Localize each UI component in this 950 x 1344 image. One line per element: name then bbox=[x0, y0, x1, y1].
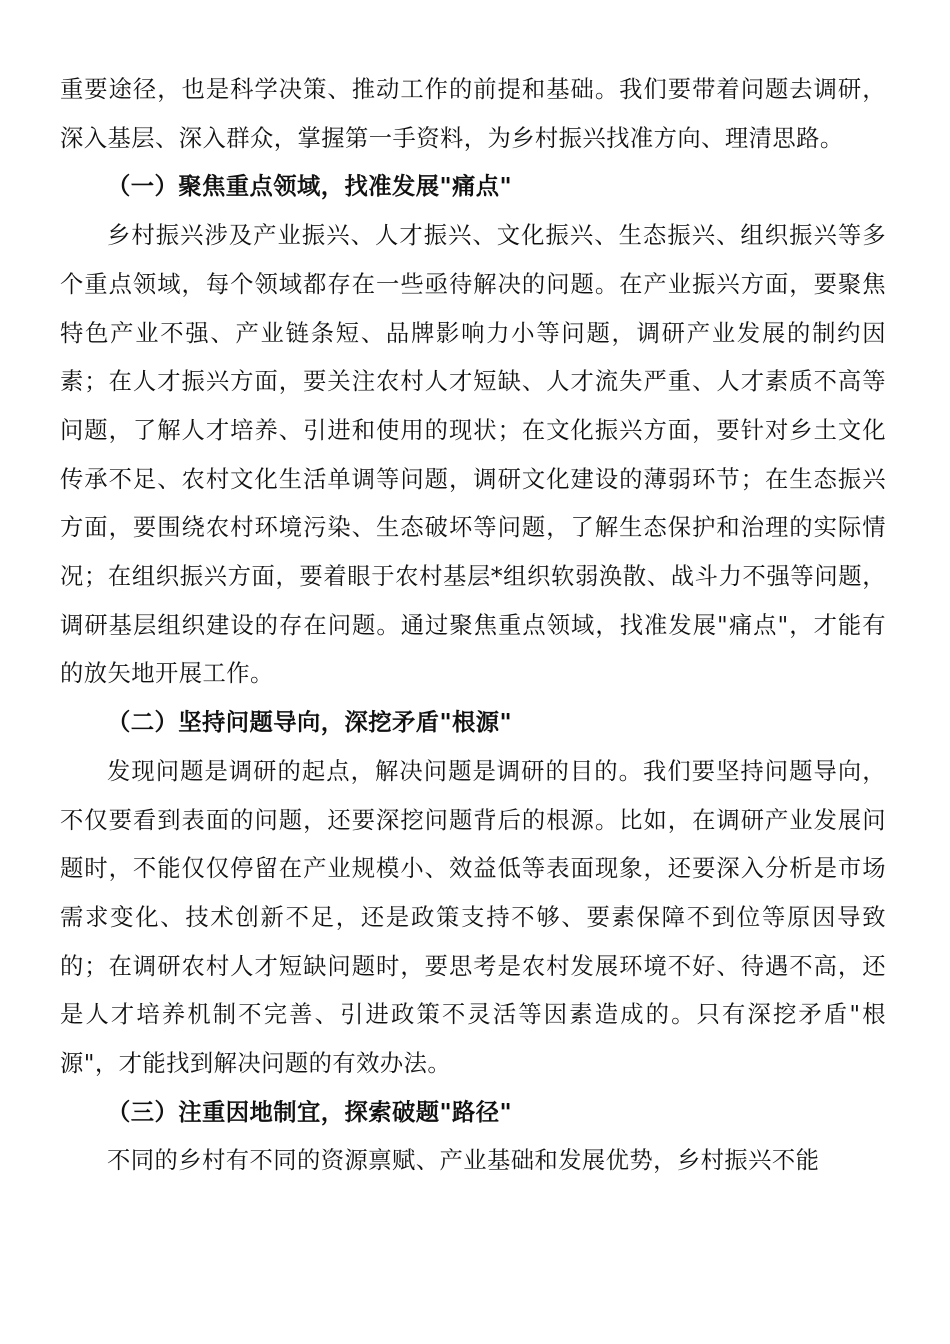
section-heading-2: （二）坚持问题导向，深挖矛盾"根源" bbox=[107, 709, 513, 737]
section-heading-1: （一）聚焦重点领域，找准发展"痛点" bbox=[107, 173, 513, 201]
document-page bbox=[60, 66, 886, 1186]
paragraph-3: 不同的乡村有不同的资源禀赋、产业基础和发展优势，乡村振兴不能 bbox=[107, 1147, 820, 1175]
paragraph-2: 发现问题是调研的起点，解决问题是调研的目的。我们要坚持问题导向，不仅要看到表面的问题，还要深挖问题背后的根源。比如，在调研产业发展问题时，不能仅仅停留在产业规模小、效益低等表面现象，还要深入分析是市场需求变化、技术创新不足，还是政策支持不够、要素保障不到位等原因导致的；在调研农村人才短缺问题时，要思考是农村发展环境不好、待遇不高，还是人才培养机制不完善、引进政策不灵活等因素造成的。只有深挖矛盾"根源"，才能找到解决问题的有效办法。 bbox=[60, 757, 886, 1078]
paragraph-1: 乡村振兴涉及产业振兴、人才振兴、文化振兴、生态振兴、组织振兴等多个重点领域，每个领域都存在一些亟待解决的问题。在产业振兴方面，要聚焦特色产业不强、产业链条短、品牌影响力小等问题，调研产业发展的制约因素；在人才振兴方面，要关注农村人才短缺、人才流失严重、人才素质不高等问题，了解人才培养、引进和使用的现状；在文化振兴方面，要针对乡土文化传承不足、农村文化生活单调等问题，调研文化建设的薄弱环节；在生态振兴方面，要围绕农村环境污染、生态破坏等问题，了解生态保护和治理的实际情况；在组织振兴方面，要着眼于农村基层*组织软弱涣散、战斗力不强等问题，调研基层组织建设的存在问题。通过聚焦重点领域，找准发展"痛点"，才能有的放矢地开展工作。 bbox=[60, 222, 886, 688]
section-heading-3: （三）注重因地制宜，探索破题"路径" bbox=[107, 1098, 513, 1126]
paragraph-continued: 重要途径，也是科学决策、推动工作的前提和基础。我们要带着问题去调研，深入基层、深入群众，掌握第一手资料，为乡村振兴找准方向、理清思路。 bbox=[60, 76, 886, 152]
